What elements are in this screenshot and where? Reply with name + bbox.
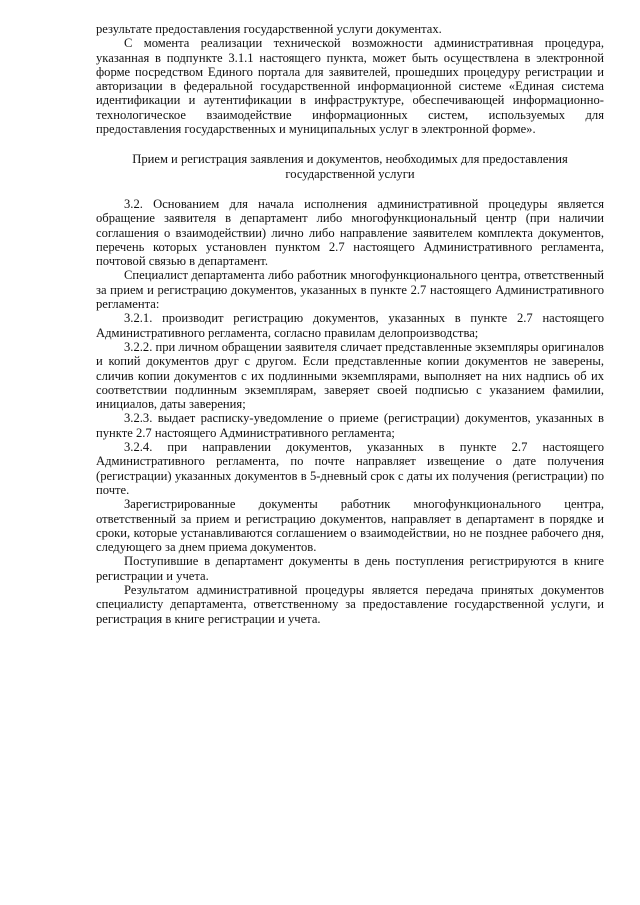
paragraph-3-2-1: 3.2.1. производит регистрацию документов, указанных в пункте 2.7 настоящего Административного регламента, согласно правилам делопроизводства; — [96, 311, 604, 340]
paragraph-3-2-3: 3.2.3. выдает расписку-уведомление о приеме (регистрации) документов, указанных в пункте 2.7 настоящего Административного регламента; — [96, 411, 604, 440]
document-page — [96, 22, 604, 626]
paragraph-3-2-4: 3.2.4. при направлении документов, указанных в пункте 2.7 настоящего Административного регламента, по почте направляет извещение о дате получения (регистрации) указанных документов в 5-дневный срок с даты их получения (регистрации) по почте. — [96, 440, 604, 497]
paragraph-result: Результатом административной процедуры является передача принятых документов специалисту департамента, ответственному за предоставление государственной услуги, и регистрация в книге регистрации и учета. — [96, 582, 604, 626]
paragraph-specialist: Специалист департамента либо работник многофункционального центра, ответственный за прием и регистрацию документов, указанных в пункте 2.7 настоящего Административного регламента: — [96, 268, 604, 312]
paragraph-continuation: результате предоставления государственной услуги документах. — [96, 22, 442, 36]
paragraph-3-2-2: 3.2.2. при личном обращении заявителя сличает представленные экземпляры оригиналов и копий документов друг с другом. Если представленные копии документов не заверены, сличив копии документов с их подлинными экземплярами, выполняет на них надпись об их соответствии подлинным экземплярам, заверяет своей подписью с указанием фамилии, инициалов, даты заверения; — [96, 339, 604, 412]
section-heading: Прием и регистрация заявления и документов, необходимых для предоставления государственной услуги — [132, 152, 568, 181]
paragraph-electronic-form: С момента реализации технической возможности административная процедура, указанная в подпункте 3.1.1 настоящего пункта, может быть осуществлена в электронной форме посредством Единого портала для заявителей, прошедших процедуру регистрации и авторизации в федеральной государственной информационной системе «Единая система идентификации и аутентификации в инфраструктуре, обеспечивающей информационно-технологическое взаимодействие информационных систем, используемых для предоставления государственных и муниципальных услуг в электронной форме». — [96, 36, 604, 137]
paragraph-3-2: 3.2. Основанием для начала исполнения административной процедуры является обращение заявителя в департамент либо многофункциональный центр (при наличии соглашения о взаимодействии) лично либо направление заявителем комплекта документов, перечень которых установлен пунктом 2.7 настоящего Административного регламента, почтовой связью в департамент. — [96, 196, 604, 269]
paragraph-registered-documents: Зарегистрированные документы работник многофункционального центра, ответственный за прием и регистрацию документов, направляет в департамент в порядке и сроки, которые устанавливаются соглашением о взаимодействии, но не позднее рабочего дня, следующего за днем приема документов. — [96, 497, 604, 555]
paragraph-received-documents: Поступившие в департамент документы в день поступления регистрируются в книге регистрации и учета. — [96, 554, 604, 583]
